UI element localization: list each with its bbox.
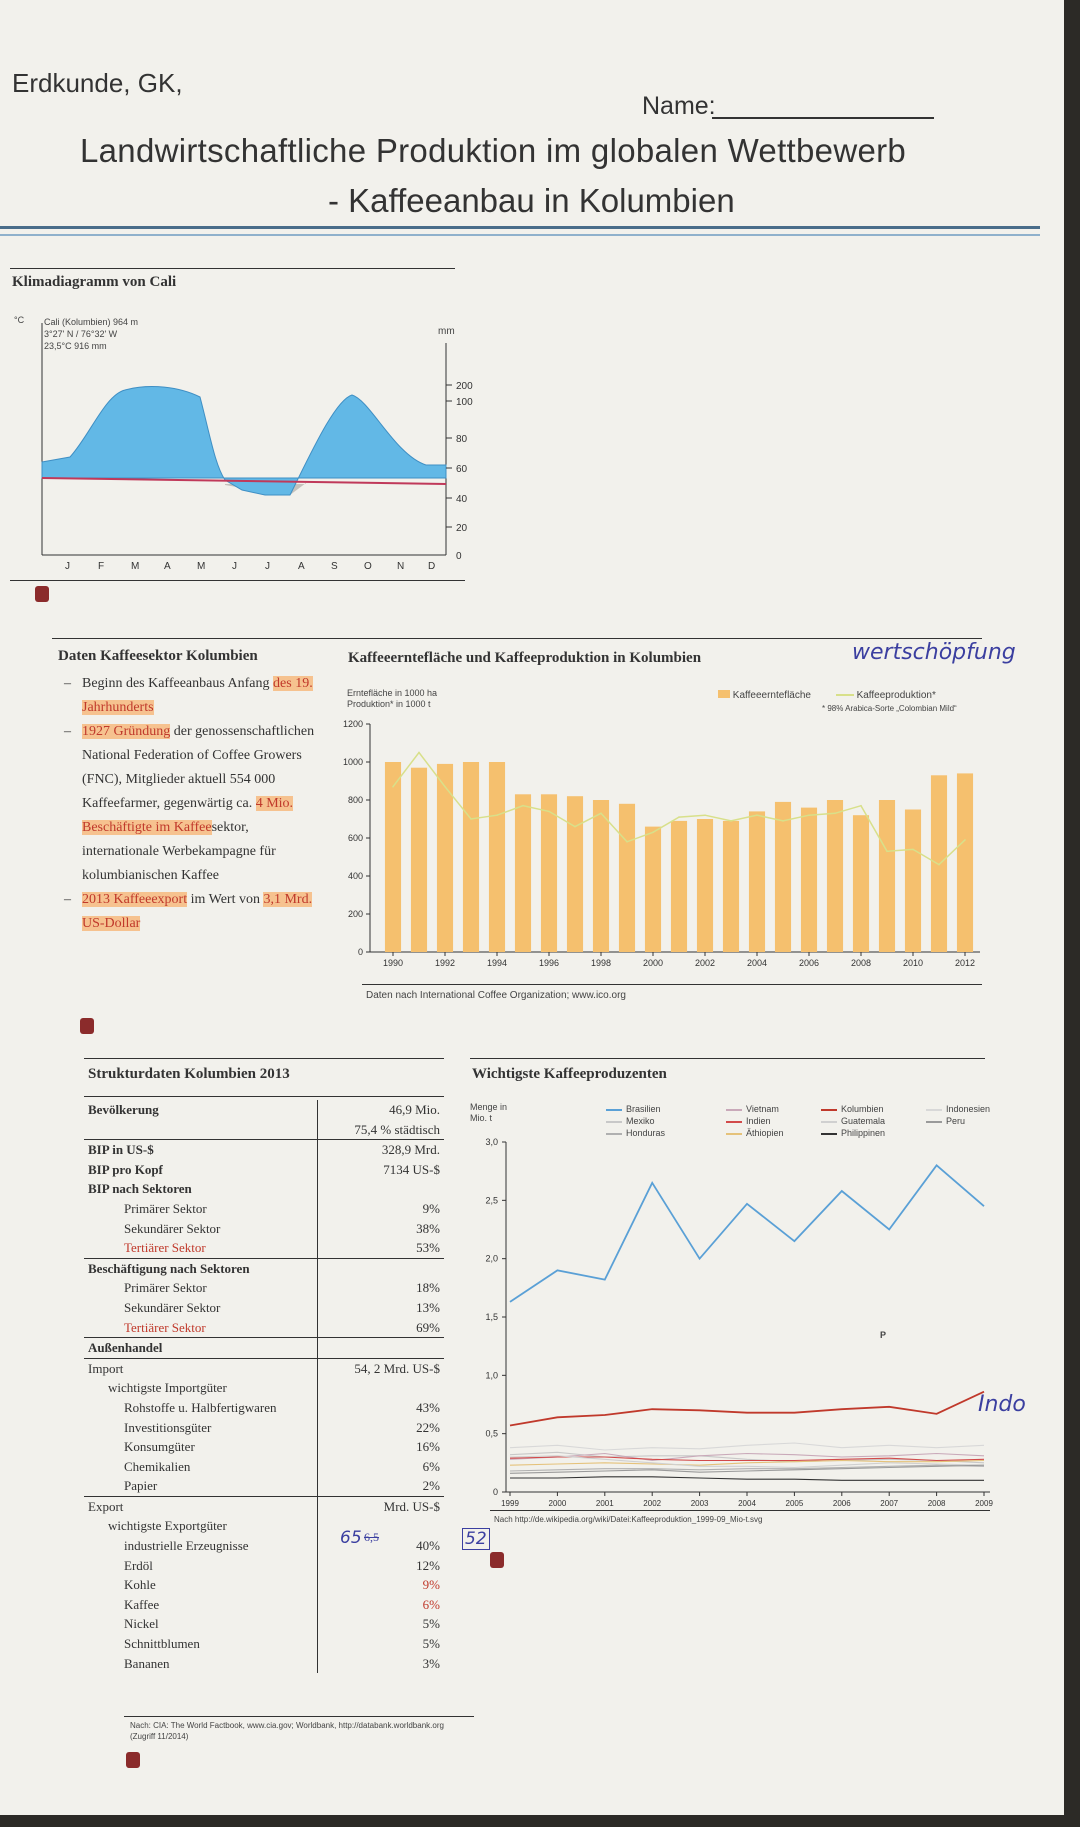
- table-label: Primärer Sektor: [124, 1200, 207, 1216]
- figure-badge-7: [490, 1552, 504, 1568]
- table-row: [84, 1338, 444, 1359]
- bar-chart-source: Daten nach International Coffee Organization; www.ico.org: [366, 990, 626, 1001]
- struct-title: Strukturdaten Kolumbien 2013: [88, 1066, 290, 1082]
- figure-badge-5: [80, 1018, 94, 1034]
- area-bar: [749, 811, 765, 952]
- bar-y-tick-label: 800: [347, 795, 363, 805]
- table-value: 7134 US-$: [318, 1160, 445, 1180]
- table-label: BIP nach Sektoren: [88, 1181, 192, 1197]
- facts-title: Daten Kaffeesektor Kolumbien: [58, 648, 258, 664]
- table-label: Rohstoffe u. Halbfertigwaren: [124, 1399, 277, 1415]
- table-row: [84, 1634, 444, 1654]
- bar-y-tick-label: 200: [347, 909, 363, 919]
- area-bar: [437, 764, 453, 952]
- table-label: Kohle: [124, 1577, 156, 1593]
- name-line[interactable]: [712, 117, 934, 119]
- production-point: [418, 752, 420, 754]
- bar-x-tick-label: 2006: [798, 958, 820, 968]
- area-bar: [957, 773, 973, 952]
- legend-item: [926, 1103, 996, 1115]
- line-x-tick-label: 2001: [595, 1499, 614, 1508]
- bar-chart-title: Kaffeeerntefläche und Kaffeeproduktion in Kolumbien: [348, 650, 702, 666]
- production-point: [678, 816, 680, 818]
- legend-item: [606, 1115, 726, 1127]
- table-label: Import: [84, 1358, 318, 1378]
- month-label: J: [232, 561, 237, 572]
- table-value: 6%: [318, 1457, 445, 1477]
- production-point: [574, 826, 576, 828]
- climate-tick: 20: [456, 523, 468, 534]
- table-value: 38%: [318, 1219, 445, 1239]
- table-value: 43%: [318, 1398, 445, 1418]
- series-line-brasilien: [510, 1165, 984, 1302]
- fact-text: im Wert von: [187, 892, 264, 907]
- table-row: [84, 1258, 444, 1278]
- handwritten-indo: Indo: [978, 1392, 1026, 1417]
- legend-label-area: Kaffeeerntefläche: [732, 690, 811, 701]
- fact-highlight: des 19. Jahrhunderts: [82, 676, 313, 715]
- table-value: 5%: [318, 1614, 445, 1634]
- legend-label: Honduras: [626, 1128, 666, 1138]
- bar-x-tick-label: 1994: [486, 958, 508, 968]
- legend-label: Peru: [946, 1116, 966, 1126]
- struct-bottom-rule: [124, 1716, 474, 1717]
- table-row: [84, 1199, 444, 1219]
- legend-item: [726, 1127, 821, 1139]
- line-x-tick-label: 2007: [880, 1499, 899, 1508]
- table-label: Tertiärer Sektor: [124, 1240, 206, 1256]
- table-row: [84, 1437, 444, 1457]
- table-value: [318, 1516, 445, 1536]
- table-value: 12%: [318, 1556, 445, 1576]
- month-label: D: [428, 561, 436, 572]
- table-value: 6%: [318, 1595, 445, 1615]
- table-row: [84, 1120, 444, 1140]
- table-value: [318, 1338, 445, 1359]
- month-label: F: [98, 561, 105, 572]
- legend-swatch: [821, 1133, 837, 1135]
- area-bar: [567, 796, 583, 952]
- bar-legend: [718, 690, 936, 701]
- bar-x-tick-label: 2002: [694, 958, 716, 968]
- bar-x-tick-label: 2004: [746, 958, 768, 968]
- table-row: [84, 1398, 444, 1418]
- legend-swatch: [606, 1121, 622, 1123]
- line-y-tick-label: 2,0: [485, 1253, 498, 1264]
- area-bar: [801, 808, 817, 952]
- table-label: Export: [84, 1496, 318, 1516]
- table-label: Kaffee: [124, 1596, 160, 1612]
- climate-tick: 0: [456, 551, 462, 562]
- struct-source: Nach: CIA: The World Factbook, www.cia.gov; Worldbank, http://databank.worldbank.org (Zugriff 11/2014): [130, 1721, 444, 1741]
- bar-x-tick-label: 1996: [538, 958, 560, 968]
- area-bar: [853, 815, 869, 952]
- series-line-indonesien: [510, 1443, 984, 1450]
- bar-chart-ylabels: [347, 688, 437, 710]
- bar-y-tick-label: 0: [357, 947, 363, 957]
- struct-top-rule: [84, 1058, 444, 1059]
- line-chart-legend: [606, 1103, 996, 1139]
- legend-item: [606, 1103, 726, 1115]
- table-row: [84, 1654, 444, 1674]
- legend-swatch: [926, 1109, 942, 1111]
- climate-tick: 80: [456, 434, 468, 445]
- legend-item: [606, 1127, 726, 1139]
- facts-list: [60, 672, 320, 936]
- table-label: Investitionsgüter: [124, 1419, 212, 1435]
- table-value: 46,9 Mio.: [318, 1100, 445, 1120]
- table-row: [84, 1140, 444, 1160]
- legend-label: Indien: [746, 1116, 771, 1126]
- name-label: Name:: [642, 92, 716, 120]
- handwritten-export-65: 65: [340, 1528, 362, 1548]
- legend-swatch: [606, 1133, 622, 1135]
- table-value: 328,9 Mrd.: [318, 1140, 445, 1160]
- table-label: Nickel: [124, 1616, 159, 1632]
- legend-swatch-production: [836, 694, 854, 696]
- line-source-rule: [490, 1510, 990, 1511]
- table-row: [84, 1219, 444, 1239]
- table-value: 2%: [318, 1476, 445, 1496]
- table-label: Bananen: [124, 1655, 170, 1671]
- area-bar: [385, 762, 401, 952]
- climate-tick: 200: [456, 381, 473, 392]
- table-value: Mrd. US-$: [318, 1496, 445, 1516]
- section-rule: [52, 638, 982, 639]
- table-row: [84, 1614, 444, 1634]
- line-x-tick-label: 2003: [690, 1499, 709, 1508]
- legend-label: Äthiopien: [746, 1128, 784, 1138]
- area-bar: [671, 821, 687, 952]
- legend-swatch-area: [718, 690, 730, 698]
- table-row: [84, 1318, 444, 1338]
- pencil-mark: P: [880, 1330, 887, 1340]
- climate-station: Cali (Kolumbien) 964 m: [44, 317, 139, 327]
- header-divider: [0, 226, 1040, 229]
- table-label: Primärer Sektor: [124, 1280, 207, 1296]
- table-label: Schnittblumen: [124, 1636, 200, 1652]
- production-point: [860, 805, 862, 807]
- bar-x-tick-label: 1998: [590, 958, 612, 968]
- production-point: [912, 849, 914, 851]
- bar-x-tick-label: 2010: [902, 958, 924, 968]
- legend-label: Guatemala: [841, 1116, 886, 1126]
- structure-data-table: [84, 1100, 444, 1673]
- fact-highlight: 3,1 Mrd. US-Dollar: [82, 892, 313, 931]
- area-bar: [411, 768, 427, 952]
- struct-header-rule: [84, 1096, 444, 1097]
- production-point: [392, 786, 394, 788]
- legend-swatch: [726, 1121, 742, 1123]
- production-point: [496, 814, 498, 816]
- table-value: 16%: [318, 1437, 445, 1457]
- line-y-tick-label: 3,0: [485, 1137, 498, 1147]
- handwritten-wertschoepfung: wertschöpfung: [852, 640, 1016, 665]
- table-row: [84, 1575, 444, 1595]
- legend-item: [926, 1115, 996, 1127]
- fact-highlight: 2013 Kaffeeexport: [82, 892, 188, 907]
- table-value: 9%: [318, 1575, 445, 1595]
- table-row: [84, 1457, 444, 1477]
- table-value: 18%: [318, 1278, 445, 1298]
- area-bar: [775, 802, 791, 952]
- legend-swatch: [926, 1121, 942, 1123]
- table-row: [84, 1418, 444, 1438]
- month-label: A: [298, 561, 305, 572]
- climate-tick: 60: [456, 464, 468, 475]
- month-label: J: [65, 561, 70, 572]
- climate-summary: 23,5°C 916 mm: [44, 341, 107, 351]
- line-x-tick-label: 2005: [785, 1499, 804, 1508]
- table-label: Sekundärer Sektor: [124, 1299, 221, 1315]
- legend-swatch: [821, 1121, 837, 1123]
- course-label: Erdkunde, GK,: [12, 68, 183, 98]
- table-value: 22%: [318, 1418, 445, 1438]
- line-x-tick-label: 2002: [643, 1499, 662, 1508]
- facts-box: [60, 672, 320, 936]
- line-y-tick-label: 1,5: [485, 1312, 498, 1322]
- table-row: [84, 1595, 444, 1615]
- line-x-tick-label: 2008: [927, 1499, 946, 1508]
- production-point: [626, 841, 628, 843]
- line-y-tick-label: 0: [492, 1487, 498, 1497]
- table-label: wichtigste Importgüter: [108, 1380, 227, 1396]
- line-chart-top-rule: [470, 1058, 985, 1059]
- table-row: [84, 1378, 444, 1398]
- area-bar: [905, 810, 921, 953]
- figure-badge-4: [35, 586, 49, 602]
- fact-text: der genossenschaftlichen National Federation of Coffee Growers (FNC), Mitglieder aktuell 554 000 Kaffeefarmer, gegenwärtig ca.: [82, 724, 315, 811]
- production-point: [704, 814, 706, 816]
- line-y-tick-label: 2,5: [485, 1195, 498, 1206]
- fact-item: [60, 888, 320, 936]
- line-y-tick-label: 1,0: [485, 1370, 498, 1381]
- legend-label: Philippinen: [841, 1128, 886, 1138]
- area-bar: [697, 819, 713, 952]
- bar-source-rule: [362, 984, 982, 985]
- climate-right-axis: [446, 381, 473, 562]
- climate-tick: 40: [456, 494, 468, 505]
- bar-y-tick-label: 400: [347, 871, 363, 881]
- table-row: [84, 1298, 444, 1318]
- bar-ylabel-production: Produktion* in 1000 t: [347, 699, 431, 709]
- production-point: [730, 820, 732, 822]
- bar-x-tick-label: 2008: [850, 958, 872, 968]
- climate-bottom-rule: [10, 580, 465, 581]
- month-label: O: [364, 561, 372, 572]
- legend-label: Vietnam: [746, 1104, 779, 1114]
- table-row: [84, 1238, 444, 1258]
- fact-item: [60, 720, 320, 888]
- line-x-tick-label: 2006: [832, 1499, 851, 1508]
- production-point: [886, 851, 888, 853]
- table-label: Bevölkerung: [88, 1102, 159, 1117]
- legend-item: [821, 1115, 926, 1127]
- area-bar: [463, 762, 479, 952]
- production-point: [964, 839, 966, 841]
- production-point: [652, 832, 654, 834]
- series-line-äthiopien: [510, 1461, 984, 1466]
- table-row: [84, 1536, 444, 1556]
- table-label: Chemikalien: [124, 1458, 191, 1474]
- table-value: 5%: [318, 1634, 445, 1654]
- table-row: [84, 1278, 444, 1298]
- production-point: [782, 820, 784, 822]
- table-label: [84, 1120, 318, 1140]
- table-label: Tertiärer Sektor: [124, 1319, 206, 1335]
- legend-label-production: Kaffeeproduktion*: [856, 690, 936, 701]
- table-value: 54, 2 Mrd. US-$: [318, 1358, 445, 1378]
- table-row: [84, 1556, 444, 1576]
- header-divider-light: [0, 234, 1040, 236]
- table-label: Beschäftigung nach Sektoren: [84, 1258, 318, 1278]
- climate-precip-unit: mm: [438, 326, 455, 337]
- legend-swatch: [726, 1109, 742, 1111]
- area-bar: [489, 762, 505, 952]
- area-bar: [619, 804, 635, 952]
- line-chart-title: Wichtigste Kaffeeproduzenten: [472, 1066, 667, 1082]
- legend-item: [821, 1103, 926, 1115]
- month-label: M: [131, 561, 140, 572]
- line-x-tick-label: 2004: [738, 1499, 756, 1508]
- bar-x-tick-label: 2000: [642, 958, 664, 968]
- production-point: [522, 805, 524, 807]
- line-x-tick-label: 2009: [975, 1499, 993, 1508]
- line-y-tick-label: 0,5: [485, 1428, 498, 1439]
- climate-diagram: [10, 315, 473, 585]
- legend-item: [821, 1127, 926, 1139]
- table-label: wichtigste Exportgüter: [108, 1518, 227, 1534]
- fact-highlight: 1927 Gründung: [82, 724, 171, 739]
- legend-label: Kolumbien: [841, 1104, 884, 1114]
- bar-x-tick-label: 2012: [954, 958, 976, 968]
- climate-month-labels: [65, 561, 435, 572]
- fact-text: Beginn des Kaffeeanbaus Anfang: [82, 676, 274, 691]
- series-line-kolumbien: [510, 1392, 984, 1426]
- fact-text: sektor, internationale Werbekampagne für kolumbianischen Kaffee: [82, 820, 276, 883]
- table-value: 40%: [318, 1536, 445, 1556]
- legend-label: Mexiko: [626, 1116, 655, 1126]
- table-row: [84, 1358, 444, 1378]
- line-chart-ylabel: Menge in Mio. t: [470, 1102, 508, 1123]
- production-point: [548, 811, 550, 813]
- table-row: [84, 1100, 444, 1120]
- table-value: 3%: [318, 1654, 445, 1674]
- figure-badge-6: [126, 1752, 140, 1768]
- table-value: 13%: [318, 1298, 445, 1318]
- bar-ylabel-area: Erntefläche in 1000 ha: [347, 688, 438, 698]
- area-bar: [879, 800, 895, 952]
- climate-coords: 3°27' N / 76°32' W: [44, 329, 118, 339]
- production-point: [938, 864, 940, 866]
- bar-x-tick-label: 1992: [434, 958, 456, 968]
- bar-footnote: * 98% Arabica-Sorte „Colombian Mild“: [822, 704, 957, 713]
- bar-y-tick-label: 1200: [342, 719, 363, 729]
- table-value: 69%: [318, 1318, 445, 1338]
- month-label: M: [197, 561, 206, 572]
- area-bar: [827, 800, 843, 952]
- bar-y-tick-label: 1000: [342, 757, 363, 767]
- production-point: [444, 786, 446, 788]
- area-bar: [723, 821, 739, 952]
- bar-x-tick-label: 1990: [382, 958, 404, 968]
- page-title: Landwirtschaftliche Produktion im globalen Wettbewerb: [80, 132, 907, 169]
- month-label: J: [265, 561, 270, 572]
- area-bar: [593, 800, 609, 952]
- table-value: 9%: [318, 1199, 445, 1219]
- table-label: Sekundärer Sektor: [124, 1220, 221, 1236]
- table-value: [318, 1258, 445, 1278]
- table-value: [318, 1179, 445, 1199]
- handwritten-export-52: 52: [462, 1528, 490, 1550]
- climate-temp-unit: °C: [14, 315, 25, 325]
- table-row: [84, 1160, 444, 1180]
- table-label: Papier: [124, 1478, 158, 1494]
- table-value: [318, 1378, 445, 1398]
- coffee-producers-line-chart: [470, 1137, 1000, 1512]
- line-x-tick-label: 2000: [548, 1499, 567, 1508]
- legend-label: Brasilien: [626, 1104, 661, 1114]
- area-bar: [645, 827, 661, 952]
- production-point: [834, 813, 836, 815]
- table-label: Erdöl: [124, 1557, 153, 1573]
- month-label: S: [331, 561, 338, 572]
- legend-item: [726, 1103, 821, 1115]
- line-x-tick-label: 1999: [501, 1499, 519, 1508]
- climate-tick: 100: [456, 397, 473, 408]
- month-label: A: [164, 561, 171, 572]
- bar-y-tick-label: 600: [347, 833, 363, 843]
- month-label: N: [397, 561, 405, 572]
- coffee-area-bar-chart: [340, 712, 990, 984]
- legend-label: Indonesien: [946, 1104, 991, 1114]
- table-label: Außenhandel: [84, 1338, 318, 1359]
- series-line-philippinen: [510, 1477, 984, 1481]
- table-label: BIP pro Kopf: [88, 1161, 163, 1177]
- area-bar: [541, 794, 557, 952]
- table-row: [84, 1179, 444, 1199]
- table-row: [84, 1476, 444, 1496]
- table-label: industrielle Erzeugnisse: [124, 1538, 249, 1554]
- table-value: 53%: [318, 1238, 445, 1258]
- climate-title: Klimadiagramm von Cali: [12, 274, 177, 290]
- export-struck-value: 6,5: [364, 1530, 379, 1544]
- legend-item: [726, 1115, 821, 1127]
- production-point: [756, 814, 758, 816]
- climate-top-rule: [10, 268, 455, 269]
- legend-swatch: [726, 1133, 742, 1135]
- production-point: [470, 818, 472, 820]
- table-label: Konsumgüter: [124, 1439, 195, 1455]
- production-point: [808, 814, 810, 816]
- table-row: [84, 1496, 444, 1516]
- table-row: [84, 1516, 444, 1536]
- table-label: BIP in US-$: [84, 1140, 318, 1160]
- line-chart-source: Nach http://de.wikipedia.org/wiki/Datei:Kaffeeproduktion_1999-09_Mio-t.svg: [494, 1515, 763, 1524]
- legend-swatch: [606, 1109, 622, 1111]
- legend-swatch: [821, 1109, 837, 1111]
- fact-highlight: 4 Mio. Beschäftigte im Kaffee: [82, 796, 294, 835]
- fact-item: [60, 672, 320, 720]
- page-subtitle: - Kaffeeanbau in Kolumbien: [328, 182, 735, 219]
- area-bar: [515, 794, 531, 952]
- table-value: 75,4 % städtisch: [318, 1120, 445, 1140]
- production-point: [600, 813, 602, 815]
